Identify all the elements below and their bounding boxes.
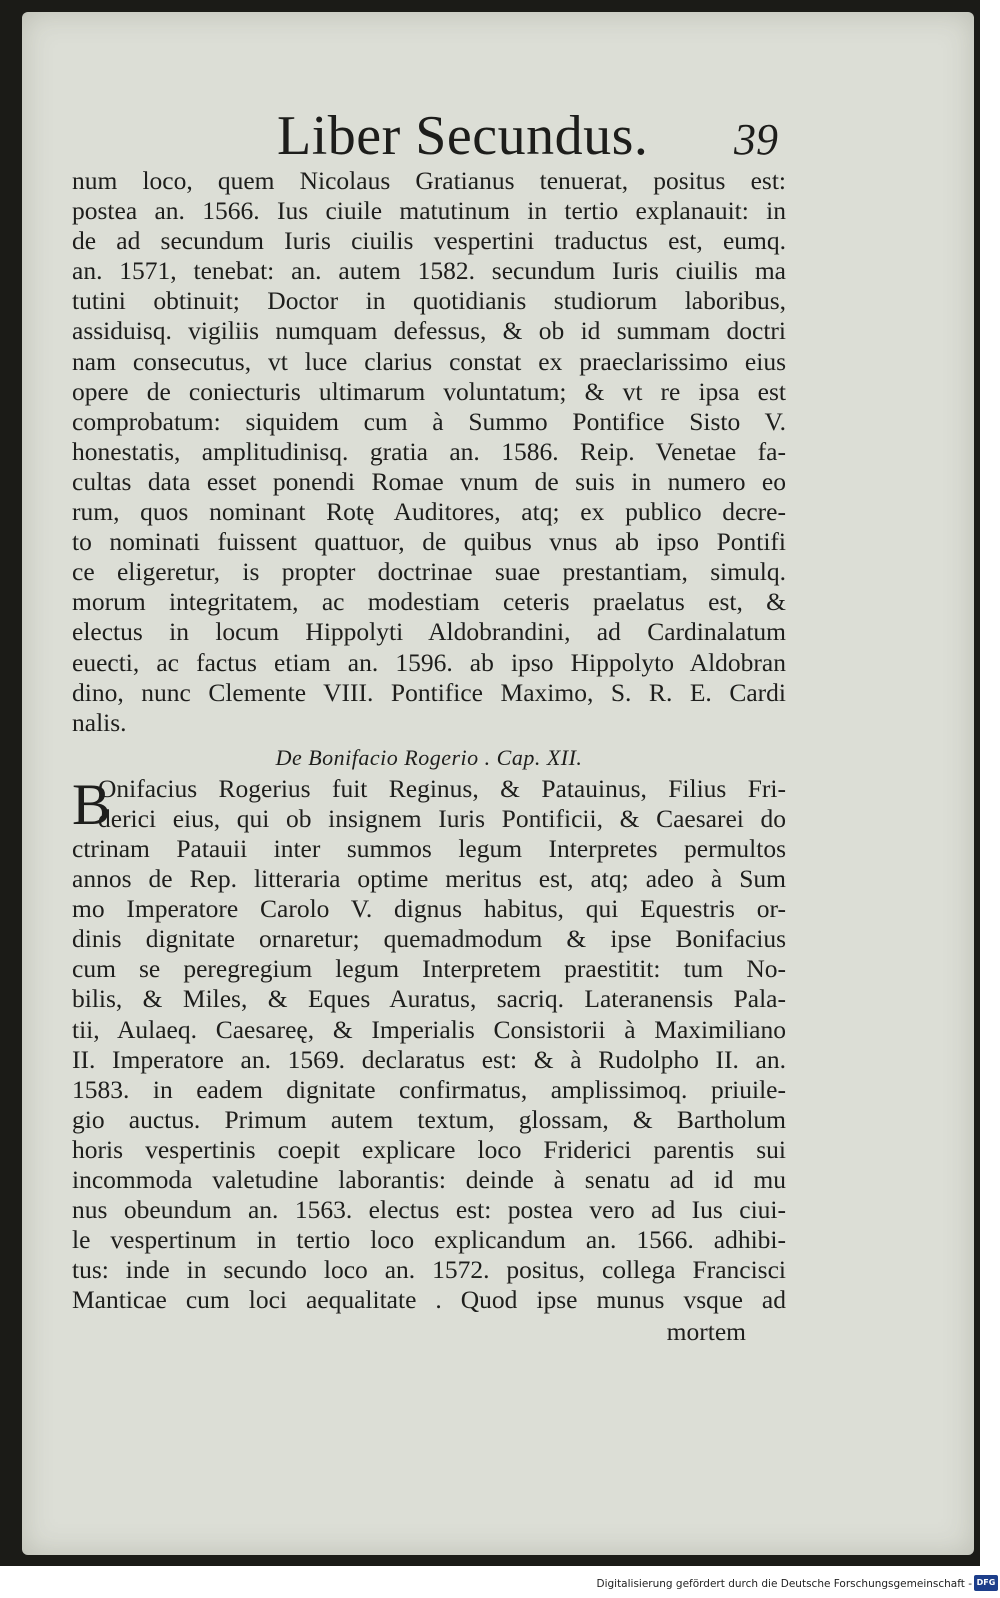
text-line: postea an. 1566. Ius ciuile matutinum in tertio explanauit: in	[72, 196, 786, 226]
text-line: tii, Aulaeq. Caesareę, & Imperialis Consistorii à Maximiliano	[72, 1014, 786, 1044]
text-line: opere de coniecturis ultimarum voluntatum; & vt re ipsa est	[72, 376, 786, 406]
catchword: mortem	[666, 1317, 746, 1347]
text-line: assiduisq. vigiliis numquam defessus, & ob id summam doctri	[72, 316, 786, 346]
paragraph-2-lines	[72, 771, 786, 1316]
text-line: electus in locum Hippolyti Aldobrandini, ad Cardinalatum	[72, 617, 786, 647]
text-line: dino, nunc Clemente VIII. Pontifice Maximo, S. R. E. Cardi	[72, 677, 786, 707]
text-line: comprobatum: siquidem cum à Summo Pontifice Sisto V.	[72, 406, 786, 436]
drop-cap: B	[72, 771, 111, 837]
text-line: horis vespertinis coepit explicare loco Friderici parentis sui	[72, 1134, 786, 1164]
text-line: tus: inde in secundo loco an. 1572. positus, collega Francisci	[72, 1255, 786, 1285]
dfg-logo: DFG	[974, 1575, 998, 1591]
text-line: II. Imperatore an. 1569. declaratus est: & à Rudolpho II. an.	[72, 1044, 786, 1074]
text-line: de ad secundum Iuris ciuilis vespertini traductus est, eumq.	[72, 226, 786, 256]
text-line: gio auctus. Primum autem textum, glossam, & Bartholum	[72, 1104, 786, 1134]
text-line: morum integritatem, ac modestiam ceteris praelatus est, &	[72, 587, 786, 617]
text-line: honestatis, amplitudinisq. gratia an. 1586. Reip. Venetae fa-	[72, 436, 786, 466]
text-line: cultas data esset ponendi Romae vnum de suis in numero eo	[72, 466, 786, 496]
footer-credit: Digitalisierung gefördert durch die Deutsche Forschungsgemeinschaft -	[596, 1578, 972, 1590]
text-line: ctrinam Patauii inter summos legum Interpretes permultos	[72, 833, 786, 863]
text-line: bilis, & Miles, & Eques Auratus, sacriq. Lateranensis Pala-	[72, 984, 786, 1014]
text-line: euecti, ac factus etiam an. 1596. ab ipso Hippolyto Aldobran	[72, 647, 786, 677]
text-line: 1583. in eadem dignitate confirmatus, amplissimoq. priuile-	[72, 1074, 786, 1104]
text-line: le vespertinum in tertio loco explicandum an. 1566. adhibi-	[72, 1225, 786, 1255]
text-line: annos de Rep. litteraria optime meritus est, atq; adeo à Sum	[72, 864, 786, 894]
paragraph-1	[72, 166, 786, 738]
text-line: nus obeundum an. 1563. electus est: postea vero ad Ius ciui-	[72, 1195, 786, 1225]
text-line: derici eius, qui ob insignem Iuris Pontificii, & Caesarei do	[98, 803, 786, 833]
text-line: to nominati fuissent quattuor, de quibus vnus ab ipso Pontifi	[72, 527, 786, 557]
text-line: incommoda valetudine laborantis: deinde à senatu ad id mu	[72, 1165, 786, 1194]
text-line: an. 1571, tenebat: an. autem 1582. secundum Iuris ciuilis ma	[72, 256, 786, 286]
text-line: Manticae cum loci aequalitate . Quod ipse munus vsque ad	[72, 1285, 786, 1315]
paragraph-2	[72, 771, 786, 1316]
text-block	[72, 166, 786, 1349]
text-line: Onifacius Rogerius fuit Reginus, & Patauinus, Filius Fri-	[98, 773, 786, 803]
text-line: num loco, quem Nicolaus Gratianus tenuerat, positus est:	[72, 166, 786, 195]
text-line: rum, quos nominant Rotę Auditores, atq; ex publico decre-	[72, 497, 786, 527]
text-line: ce eligeretur, is propter doctrinae suae prestantiam, simulq.	[72, 557, 786, 587]
chapter-heading: De Bonifacio Rogerio . Cap. XII.	[275, 744, 583, 770]
running-title: Liber Secundus.	[277, 105, 649, 167]
footer	[0, 1566, 1000, 1598]
text-line: nalis.	[72, 707, 127, 737]
text-line: mo Imperatore Carolo V. dignus habitus, qui Equestris or-	[72, 894, 786, 924]
text-line: dinis dignitate ornaretur; quemadmodum & ipse Bonifacius	[72, 924, 786, 954]
text-line: nam consecutus, vt luce clarius constat ex praeclarissimo eius	[72, 346, 786, 376]
text-line: tutini obtinuit; Doctor in quotidianis studiorum laboribus,	[72, 286, 786, 316]
text-line: cum se peregregium legum Interpretem praestitit: tum No-	[72, 954, 786, 984]
page-number: 39	[734, 115, 778, 164]
